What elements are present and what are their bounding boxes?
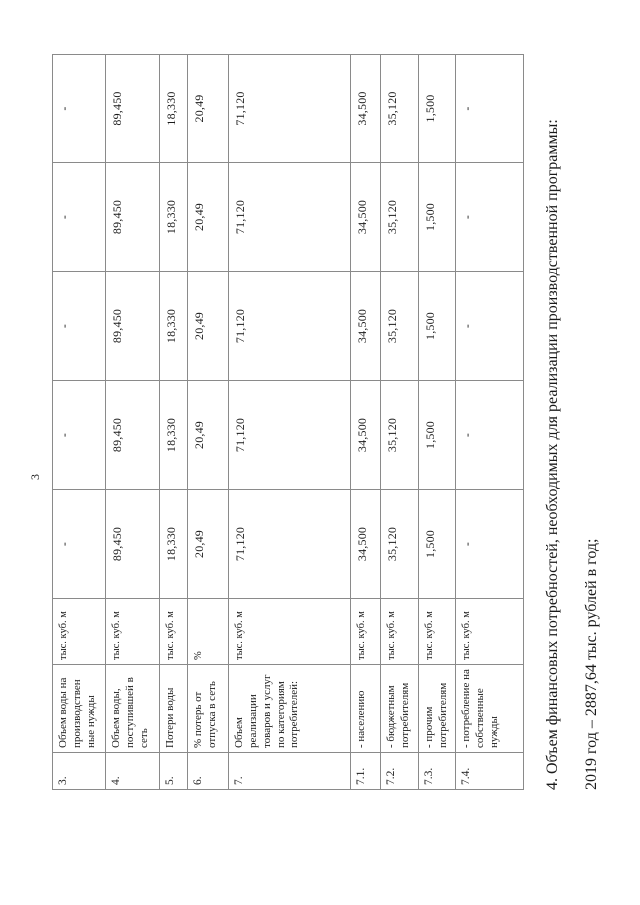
row-value-cell: 20,49 xyxy=(188,163,229,272)
row-value-cell: 20,49 xyxy=(188,490,229,599)
row-value-cell: 34,500 xyxy=(350,163,381,272)
row-value-cell: 35,120 xyxy=(381,55,418,163)
row-value-cell: 71,120 xyxy=(229,490,350,599)
row-number: 7. xyxy=(229,753,350,790)
row-value-cell: 18,330 xyxy=(159,55,188,163)
table-row xyxy=(106,55,159,790)
row-value-cell: 71,120 xyxy=(229,55,350,163)
row-value-cell: 1,500 xyxy=(418,272,455,381)
row-value-cell: 35,120 xyxy=(381,381,418,490)
row-value-cell: 89,450 xyxy=(106,55,159,163)
table-row xyxy=(456,55,524,790)
row-value-cell: - xyxy=(456,490,524,599)
row-value-cell: 35,120 xyxy=(381,490,418,599)
row-indicator-name: Объем воды, поступившей в сеть xyxy=(106,665,159,753)
financing-year-line: 2019 год – 2887,64 тыс. рублей в год; xyxy=(583,538,600,790)
table-row xyxy=(188,55,229,790)
row-value-cell: 1,500 xyxy=(418,490,455,599)
table-row xyxy=(159,55,188,790)
row-value-cell: - xyxy=(53,490,106,599)
row-unit: тыс. куб. м xyxy=(418,599,455,665)
row-value-cell: 34,500 xyxy=(350,490,381,599)
row-value-cell: 89,450 xyxy=(106,272,159,381)
row-unit: % xyxy=(188,599,229,665)
row-indicator-name: % потерь от отпуска в сеть xyxy=(188,665,229,753)
table-row xyxy=(53,55,106,790)
row-value-cell: - xyxy=(53,163,106,272)
row-value-cell: - xyxy=(53,272,106,381)
production-program-table xyxy=(52,54,524,790)
row-unit: тыс. куб. м xyxy=(381,599,418,665)
row-value-cell: - xyxy=(456,163,524,272)
row-indicator-name: - бюджетным потребителям xyxy=(381,665,418,753)
row-value-cell: 71,120 xyxy=(229,272,350,381)
row-value-cell: 35,120 xyxy=(381,163,418,272)
row-unit: тыс. куб. м xyxy=(106,599,159,665)
row-value-cell: 34,500 xyxy=(350,272,381,381)
table-row xyxy=(418,55,455,790)
row-value-cell: 1,500 xyxy=(418,381,455,490)
row-number: 4. xyxy=(106,753,159,790)
row-value-cell: 34,500 xyxy=(350,55,381,163)
row-value-cell: 20,49 xyxy=(188,272,229,381)
row-number: 7.1. xyxy=(350,753,381,790)
row-value-cell: - xyxy=(53,55,106,163)
row-value-cell: 18,330 xyxy=(159,490,188,599)
row-value-cell: 89,450 xyxy=(106,381,159,490)
row-number: 5. xyxy=(159,753,188,790)
row-value-cell: 20,49 xyxy=(188,381,229,490)
row-indicator-name: - прочим потребителям xyxy=(418,665,455,753)
table-row xyxy=(350,55,381,790)
row-value-cell: 18,330 xyxy=(159,163,188,272)
row-value-cell: 1,500 xyxy=(418,55,455,163)
row-unit: тыс. куб. м xyxy=(456,599,524,665)
row-value-cell: 34,500 xyxy=(350,381,381,490)
row-unit: тыс. куб. м xyxy=(159,599,188,665)
row-unit: тыс. куб. м xyxy=(350,599,381,665)
row-value-cell: - xyxy=(456,55,524,163)
row-value-cell: 89,450 xyxy=(106,163,159,272)
row-number: 3. xyxy=(53,753,106,790)
row-unit: тыс. куб. м xyxy=(229,599,350,665)
row-indicator-name: - потребление на собственные нужды xyxy=(456,665,524,753)
row-value-cell: 18,330 xyxy=(159,381,188,490)
section-heading: 4. Объем финансовых потребностей, необходимых для реализации производственной программы: xyxy=(544,119,561,790)
row-indicator-name: Потери воды xyxy=(159,665,188,753)
row-value-cell: 20,49 xyxy=(188,55,229,163)
row-value-cell: - xyxy=(456,272,524,381)
row-number: 6. xyxy=(188,753,229,790)
row-unit: тыс. куб. м xyxy=(53,599,106,665)
row-value-cell: - xyxy=(456,381,524,490)
row-value-cell: 71,120 xyxy=(229,381,350,490)
row-number: 7.3. xyxy=(418,753,455,790)
row-value-cell: 1,500 xyxy=(418,163,455,272)
row-number: 7.2. xyxy=(381,753,418,790)
row-value-cell: 18,330 xyxy=(159,272,188,381)
table-row xyxy=(229,55,350,790)
row-indicator-name: Объем реализации товаров и услуг по категориям потребителей: xyxy=(229,665,350,753)
row-value-cell: 35,120 xyxy=(381,272,418,381)
row-number: 7.4. xyxy=(456,753,524,790)
row-indicator-name: Объем воды на производствен ные нужды xyxy=(53,665,106,753)
row-value-cell: 89,450 xyxy=(106,490,159,599)
page-number: 3 xyxy=(28,474,42,480)
table-row xyxy=(381,55,418,790)
row-indicator-name: - населению xyxy=(350,665,381,753)
row-value-cell: - xyxy=(53,381,106,490)
row-value-cell: 71,120 xyxy=(229,163,350,272)
